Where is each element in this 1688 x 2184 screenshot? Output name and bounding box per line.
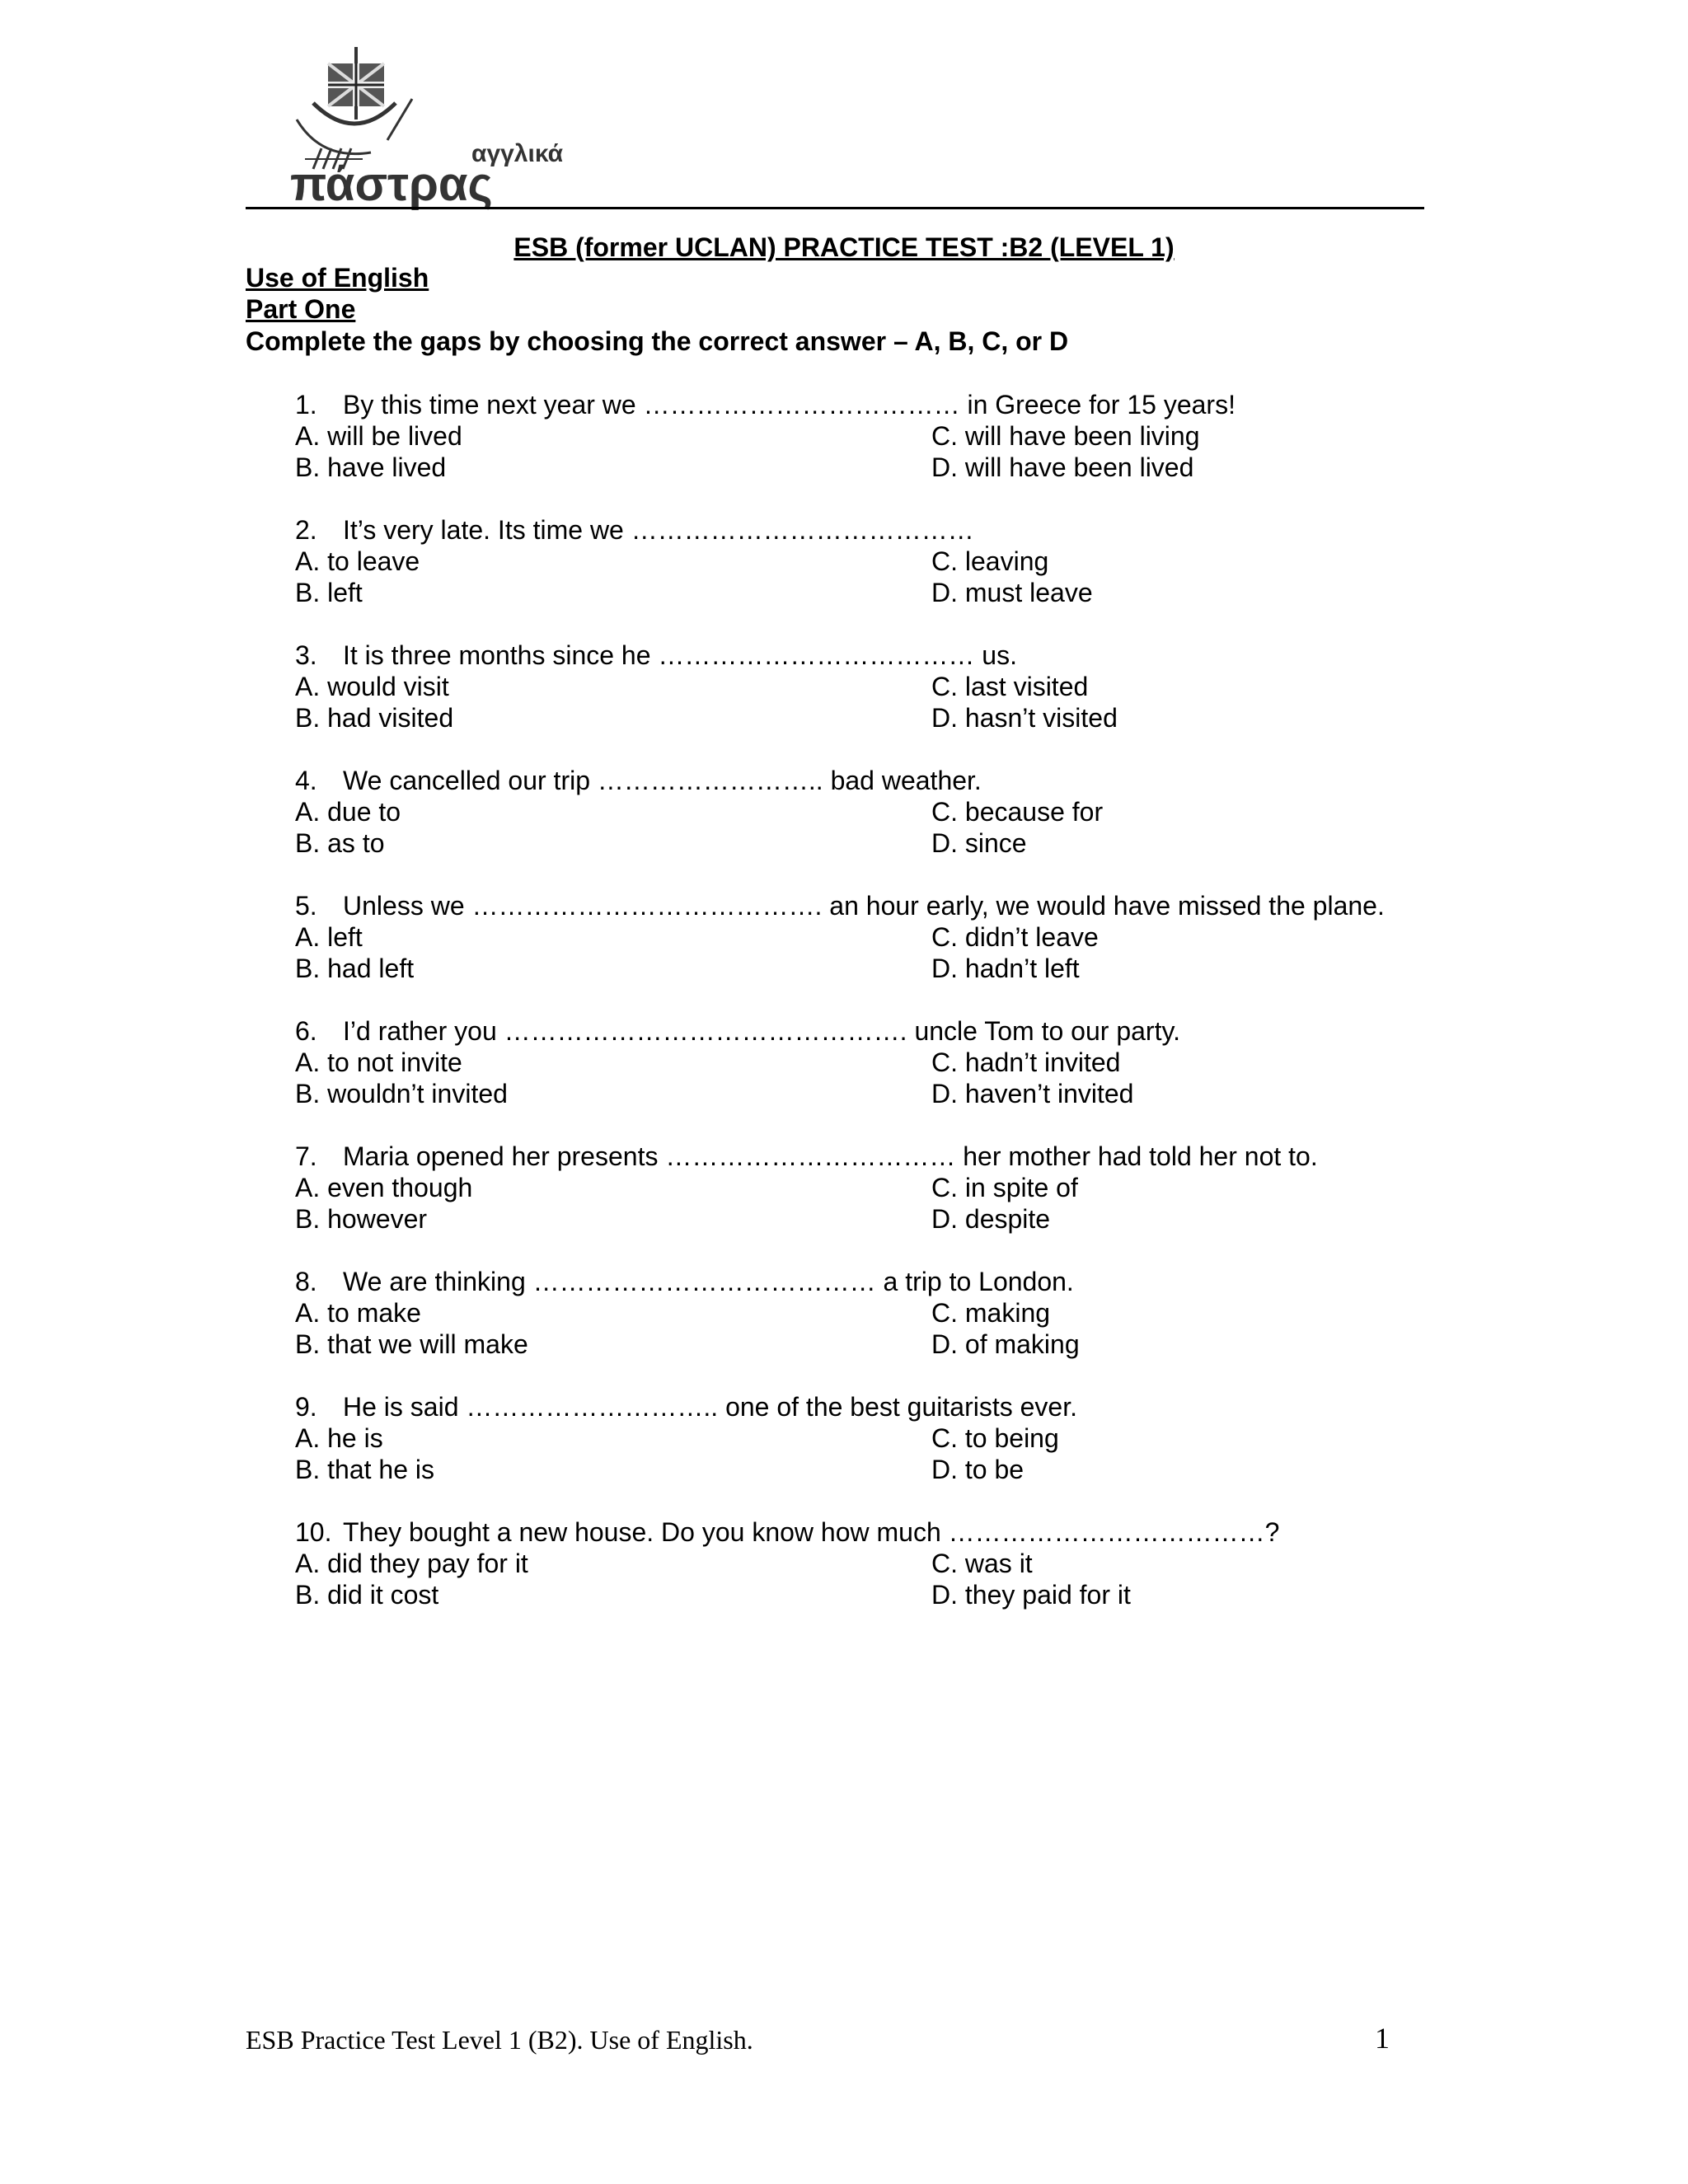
option-a: A. to not invite — [295, 1047, 462, 1077]
question-text: I’d rather you ………………………………………. uncle Tom to our party. — [343, 1016, 1180, 1046]
option-b: B. have lived — [295, 452, 447, 482]
question-number: 7. — [295, 1141, 317, 1171]
question-text: Unless we …………………………………. an hour early, we would have missed the plane. — [343, 891, 1385, 921]
option-d: D. to be — [931, 1455, 1025, 1484]
question-item — [295, 1141, 1449, 1235]
option-a: A. will be lived — [295, 421, 462, 451]
question-text: They bought a new house. Do you know how much ………………………………? — [343, 1517, 1280, 1547]
option-a: A. to make — [295, 1298, 421, 1328]
option-a: A. would visit — [295, 672, 449, 701]
option-a: A. he is — [295, 1423, 383, 1453]
page-number: 1 — [1375, 2022, 1390, 2055]
option-a: A. left — [295, 922, 363, 952]
option-a: A. did they pay for it — [295, 1549, 528, 1578]
option-b: B. that we will make — [295, 1329, 528, 1359]
option-c: C. didn’t leave — [931, 922, 1099, 952]
question-number: 8. — [295, 1267, 317, 1296]
question-number: 5. — [295, 891, 317, 921]
option-d: D. hadn’t left — [931, 954, 1080, 983]
question-item — [295, 1391, 1449, 1485]
section-heading: Use of English — [246, 263, 429, 293]
question-number: 9. — [295, 1392, 317, 1422]
logo-text-top: αγγλικά — [471, 140, 564, 167]
option-b: B. as to — [295, 828, 385, 858]
question-item — [295, 640, 1449, 733]
question-item — [295, 1516, 1449, 1610]
option-c: C. making — [931, 1298, 1051, 1328]
question-text: It is three months since he ……………………………… us. — [343, 640, 1017, 670]
question-number: 10. — [295, 1517, 332, 1547]
option-d: D. of making — [931, 1329, 1080, 1359]
option-d: D. since — [931, 828, 1027, 858]
test-title: ESB (former UCLAN) PRACTICE TEST :B2 (LEVEL 1) — [513, 232, 1175, 262]
option-b: B. had visited — [295, 703, 454, 733]
question-number: 3. — [295, 640, 317, 670]
option-a: A. to leave — [295, 546, 420, 576]
question-item — [295, 389, 1449, 483]
question-item — [295, 514, 1449, 608]
question-number: 1. — [295, 390, 317, 419]
option-c: C. hadn’t invited — [931, 1047, 1121, 1077]
header-divider — [246, 207, 1424, 209]
option-d: D. will have been lived — [931, 452, 1194, 482]
option-c: C. will have been living — [931, 421, 1200, 451]
option-c: C. in spite of — [931, 1173, 1078, 1202]
option-c: C. to being — [931, 1423, 1059, 1453]
option-c: C. leaving — [931, 546, 1049, 576]
option-c: C. because for — [931, 797, 1104, 827]
footer-text: ESB Practice Test Level 1 (B2). Use of English. — [246, 2025, 753, 2055]
question-text: We are thinking ………………………………… a trip to London. — [343, 1267, 1074, 1296]
question-text: We cancelled our trip …………………….. bad weather. — [343, 766, 982, 795]
question-number: 2. — [295, 515, 317, 545]
question-number: 4. — [295, 766, 317, 795]
logo-text-main: πάστρας — [290, 157, 493, 211]
question-text: He is said ……………………….. one of the best guitarists ever. — [343, 1392, 1077, 1422]
option-c: C. was it — [931, 1549, 1033, 1578]
part-heading: Part One — [246, 294, 356, 324]
question-text: Maria opened her presents …………………………… her mother had told her not to. — [343, 1141, 1318, 1171]
option-b: B. did it cost — [295, 1580, 439, 1610]
option-d: D. despite — [931, 1204, 1051, 1234]
question-number: 6. — [295, 1016, 317, 1046]
question-text: It’s very late. Its time we ………………………………… — [343, 515, 974, 545]
option-b: B. that he is — [295, 1455, 434, 1484]
option-d: D. haven’t invited — [931, 1079, 1134, 1108]
option-c: C. last visited — [931, 672, 1089, 701]
question-item — [295, 1266, 1449, 1360]
option-b: B. had left — [295, 954, 415, 983]
option-d: D. hasn’t visited — [931, 703, 1118, 733]
option-a: A. due to — [295, 797, 401, 827]
option-b: B. however — [295, 1204, 428, 1234]
option-b: B. left — [295, 578, 363, 607]
option-b: B. wouldn’t invited — [295, 1079, 508, 1108]
option-d: D. must leave — [931, 578, 1093, 607]
question-text: By this time next year we ……………………………… in Greece for 15 years! — [343, 390, 1236, 419]
option-a: A. even though — [295, 1173, 473, 1202]
option-d: D. they paid for it — [931, 1580, 1131, 1610]
question-item — [295, 765, 1449, 859]
instructions: Complete the gaps by choosing the correct answer – A, B, C, or D — [246, 326, 1069, 356]
question-item — [295, 1015, 1449, 1109]
question-item — [295, 890, 1449, 984]
